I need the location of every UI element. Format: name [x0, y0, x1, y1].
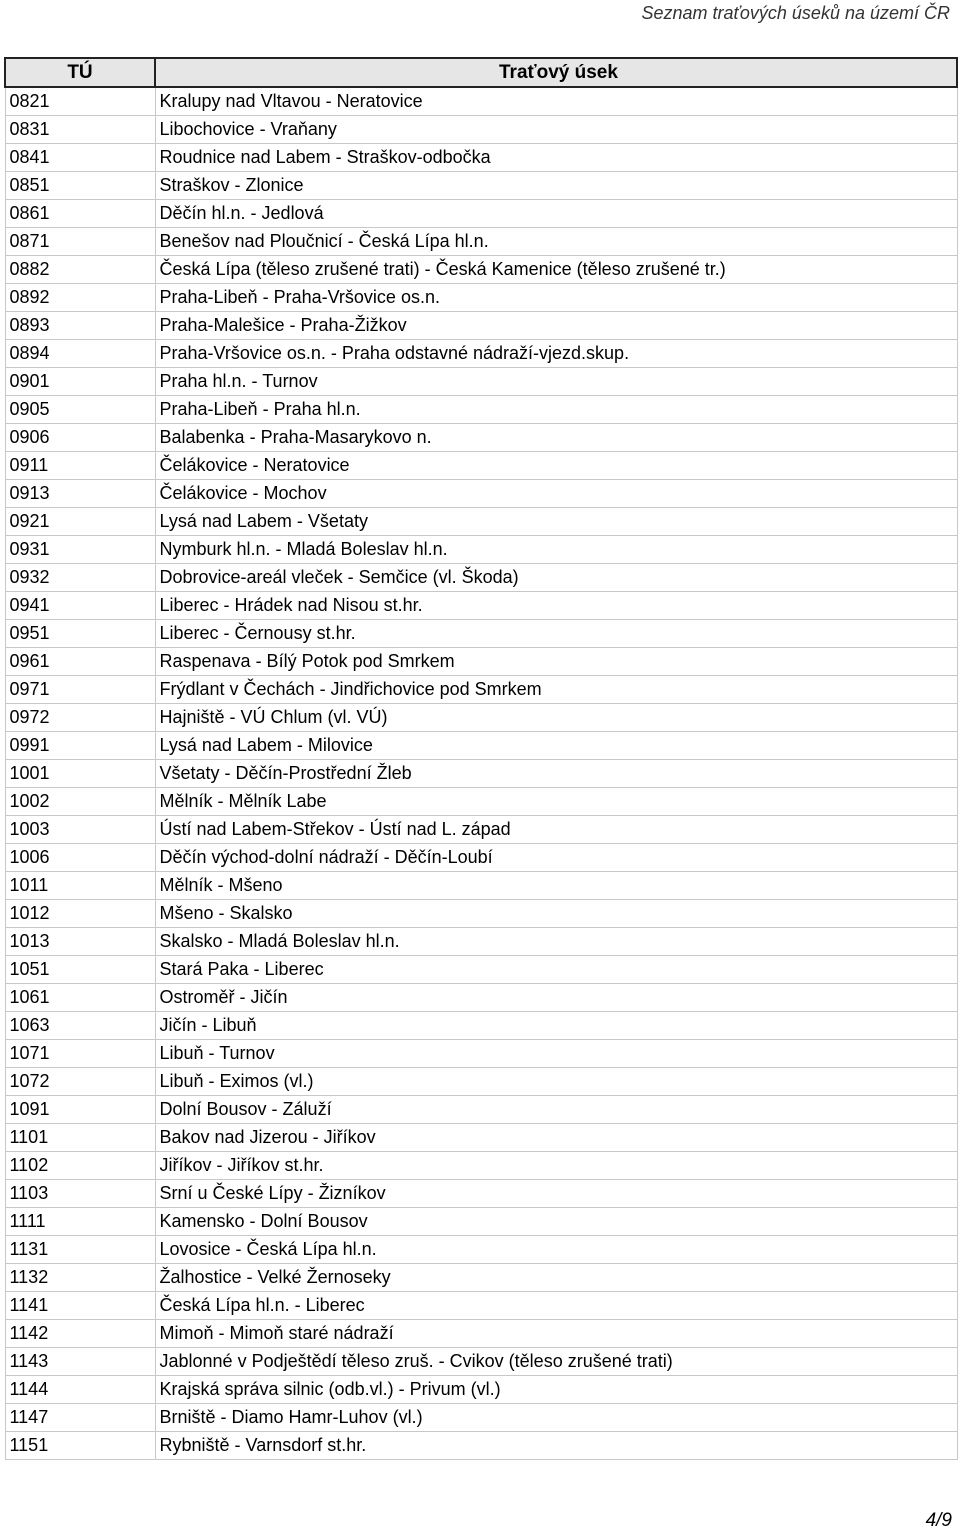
cell-tu-code: 0991: [5, 732, 155, 760]
cell-section-name: Straškov - Zlonice: [155, 172, 957, 200]
table-row: [5, 872, 957, 900]
table-row: [5, 900, 957, 928]
cell-tu-code: 1111: [5, 1208, 155, 1236]
cell-section-name: Mělník - Mělník Labe: [155, 788, 957, 816]
cell-tu-code: 0901: [5, 368, 155, 396]
cell-section-name: Jiříkov - Jiříkov st.hr.: [155, 1152, 957, 1180]
table-row: [5, 200, 957, 228]
cell-section-name: Libuň - Eximos (vl.): [155, 1068, 957, 1096]
table-row: [5, 1236, 957, 1264]
cell-section-name: Bakov nad Jizerou - Jiříkov: [155, 1124, 957, 1152]
table-row: [5, 1012, 957, 1040]
table-row: [5, 396, 957, 424]
cell-section-name: Roudnice nad Labem - Straškov-odbočka: [155, 144, 957, 172]
cell-section-name: Kamensko - Dolní Bousov: [155, 1208, 957, 1236]
cell-tu-code: 0913: [5, 480, 155, 508]
cell-section-name: Benešov nad Ploučnicí - Česká Lípa hl.n.: [155, 228, 957, 256]
cell-tu-code: 1072: [5, 1068, 155, 1096]
table-header-row: [5, 58, 957, 87]
cell-section-name: Balabenka - Praha-Masarykovo n.: [155, 424, 957, 452]
table-row: [5, 1432, 957, 1460]
cell-tu-code: 1091: [5, 1096, 155, 1124]
cell-tu-code: 0861: [5, 200, 155, 228]
column-header-section: Traťový úsek: [155, 58, 957, 87]
cell-section-name: Děčín východ-dolní nádraží - Děčín-Loubí: [155, 844, 957, 872]
cell-tu-code: 1131: [5, 1236, 155, 1264]
cell-section-name: Ústí nad Labem-Střekov - Ústí nad L. západ: [155, 816, 957, 844]
cell-tu-code: 1147: [5, 1404, 155, 1432]
cell-tu-code: 0871: [5, 228, 155, 256]
cell-tu-code: 1101: [5, 1124, 155, 1152]
table-row: [5, 1040, 957, 1068]
table-row: [5, 1348, 957, 1376]
table-row: [5, 956, 957, 984]
cell-tu-code: 1051: [5, 956, 155, 984]
table-row: [5, 424, 957, 452]
cell-section-name: Mšeno - Skalsko: [155, 900, 957, 928]
cell-tu-code: 0841: [5, 144, 155, 172]
table-row: [5, 648, 957, 676]
table-row: [5, 116, 957, 144]
cell-section-name: Mělník - Mšeno: [155, 872, 957, 900]
table-row: [5, 1068, 957, 1096]
table-row: [5, 704, 957, 732]
cell-tu-code: 0906: [5, 424, 155, 452]
cell-tu-code: 1143: [5, 1348, 155, 1376]
cell-section-name: Žalhostice - Velké Žernoseky: [155, 1264, 957, 1292]
cell-section-name: Všetaty - Děčín-Prostřední Žleb: [155, 760, 957, 788]
table-row: [5, 592, 957, 620]
cell-tu-code: 0894: [5, 340, 155, 368]
cell-section-name: Česká Lípa (těleso zrušené trati) - Česká Kamenice (těleso zrušené tr.): [155, 256, 957, 284]
cell-section-name: Jablonné v Podještědí těleso zruš. - Cvikov (těleso zrušené trati): [155, 1348, 957, 1376]
column-header-tu: TÚ: [5, 58, 155, 87]
cell-tu-code: 0961: [5, 648, 155, 676]
cell-section-name: Libochovice - Vraňany: [155, 116, 957, 144]
cell-section-name: Nymburk hl.n. - Mladá Boleslav hl.n.: [155, 536, 957, 564]
cell-section-name: Raspenava - Bílý Potok pod Smrkem: [155, 648, 957, 676]
table-row: [5, 340, 957, 368]
table-row: [5, 1152, 957, 1180]
table-row: [5, 928, 957, 956]
table-row: [5, 87, 957, 116]
table-row: [5, 788, 957, 816]
cell-section-name: Dobrovice-areál vleček - Semčice (vl. Škoda): [155, 564, 957, 592]
cell-tu-code: 0932: [5, 564, 155, 592]
cell-tu-code: 0911: [5, 452, 155, 480]
cell-section-name: Stará Paka - Liberec: [155, 956, 957, 984]
table-row: [5, 368, 957, 396]
cell-tu-code: 0931: [5, 536, 155, 564]
cell-section-name: Praha-Malešice - Praha-Žižkov: [155, 312, 957, 340]
table-row: [5, 760, 957, 788]
table-row: [5, 1180, 957, 1208]
table-row: [5, 676, 957, 704]
cell-tu-code: 0921: [5, 508, 155, 536]
cell-section-name: Mimoň - Mimoň staré nádraží: [155, 1320, 957, 1348]
cell-tu-code: 1001: [5, 760, 155, 788]
cell-section-name: Praha-Libeň - Praha hl.n.: [155, 396, 957, 424]
table-row: [5, 732, 957, 760]
table-row: [5, 284, 957, 312]
table-row: [5, 1124, 957, 1152]
cell-section-name: Praha hl.n. - Turnov: [155, 368, 957, 396]
cell-tu-code: 1071: [5, 1040, 155, 1068]
cell-tu-code: 1063: [5, 1012, 155, 1040]
cell-section-name: Krajská správa silnic (odb.vl.) - Privum (vl.): [155, 1376, 957, 1404]
cell-tu-code: 0971: [5, 676, 155, 704]
cell-tu-code: 1132: [5, 1264, 155, 1292]
cell-tu-code: 1013: [5, 928, 155, 956]
cell-tu-code: 1102: [5, 1152, 155, 1180]
cell-section-name: Lovosice - Česká Lípa hl.n.: [155, 1236, 957, 1264]
cell-section-name: Srní u České Lípy - Žizníkov: [155, 1180, 957, 1208]
cell-section-name: Čelákovice - Mochov: [155, 480, 957, 508]
cell-section-name: Praha-Libeň - Praha-Vršovice os.n.: [155, 284, 957, 312]
table-row: [5, 620, 957, 648]
cell-section-name: Kralupy nad Vltavou - Neratovice: [155, 87, 957, 116]
table-row: [5, 312, 957, 340]
cell-section-name: Liberec - Černousy st.hr.: [155, 620, 957, 648]
table-row: [5, 536, 957, 564]
cell-section-name: Děčín hl.n. - Jedlová: [155, 200, 957, 228]
table-row: [5, 1404, 957, 1432]
cell-section-name: Libuň - Turnov: [155, 1040, 957, 1068]
table-row: [5, 984, 957, 1012]
cell-section-name: Ostroměř - Jičín: [155, 984, 957, 1012]
cell-tu-code: 0821: [5, 87, 155, 116]
cell-tu-code: 1103: [5, 1180, 155, 1208]
cell-tu-code: 0831: [5, 116, 155, 144]
table-row: [5, 1264, 957, 1292]
cell-tu-code: 1142: [5, 1320, 155, 1348]
cell-section-name: Brniště - Diamo Hamr-Luhov (vl.): [155, 1404, 957, 1432]
cell-section-name: Lysá nad Labem - Všetaty: [155, 508, 957, 536]
cell-tu-code: 1151: [5, 1432, 155, 1460]
track-sections-table: [4, 57, 958, 1460]
table-row: [5, 1208, 957, 1236]
cell-tu-code: 1003: [5, 816, 155, 844]
document-title: Seznam traťových úseků na území ČR: [641, 3, 950, 23]
cell-tu-code: 0905: [5, 396, 155, 424]
table-row: [5, 1376, 957, 1404]
cell-tu-code: 0892: [5, 284, 155, 312]
table-row: [5, 816, 957, 844]
table-row: [5, 564, 957, 592]
table-row: [5, 228, 957, 256]
table-row: [5, 172, 957, 200]
cell-tu-code: 0951: [5, 620, 155, 648]
table-row: [5, 844, 957, 872]
cell-section-name: Hajniště - VÚ Chlum (vl. VÚ): [155, 704, 957, 732]
cell-tu-code: 0882: [5, 256, 155, 284]
cell-section-name: Česká Lípa hl.n. - Liberec: [155, 1292, 957, 1320]
table-row: [5, 480, 957, 508]
cell-section-name: Čelákovice - Neratovice: [155, 452, 957, 480]
cell-section-name: Praha-Vršovice os.n. - Praha odstavné nádraží-vjezd.skup.: [155, 340, 957, 368]
table-row: [5, 1292, 957, 1320]
cell-section-name: Lysá nad Labem - Milovice: [155, 732, 957, 760]
table-row: [5, 452, 957, 480]
table-row: [5, 1320, 957, 1348]
cell-tu-code: 1006: [5, 844, 155, 872]
cell-tu-code: 1011: [5, 872, 155, 900]
cell-section-name: Skalsko - Mladá Boleslav hl.n.: [155, 928, 957, 956]
cell-tu-code: 1061: [5, 984, 155, 1012]
cell-tu-code: 1144: [5, 1376, 155, 1404]
cell-section-name: Rybniště - Varnsdorf st.hr.: [155, 1432, 957, 1460]
cell-tu-code: 0893: [5, 312, 155, 340]
table-row: [5, 1096, 957, 1124]
cell-tu-code: 0972: [5, 704, 155, 732]
cell-tu-code: 1141: [5, 1292, 155, 1320]
cell-section-name: Frýdlant v Čechách - Jindřichovice pod Smrkem: [155, 676, 957, 704]
cell-tu-code: 1002: [5, 788, 155, 816]
cell-section-name: Liberec - Hrádek nad Nisou st.hr.: [155, 592, 957, 620]
cell-section-name: Dolní Bousov - Záluží: [155, 1096, 957, 1124]
table-row: [5, 508, 957, 536]
table-row: [5, 144, 957, 172]
cell-tu-code: 0851: [5, 172, 155, 200]
table-row: [5, 256, 957, 284]
cell-tu-code: 0941: [5, 592, 155, 620]
page-number: 4/9: [925, 1510, 952, 1531]
cell-tu-code: 1012: [5, 900, 155, 928]
cell-section-name: Jičín - Libuň: [155, 1012, 957, 1040]
